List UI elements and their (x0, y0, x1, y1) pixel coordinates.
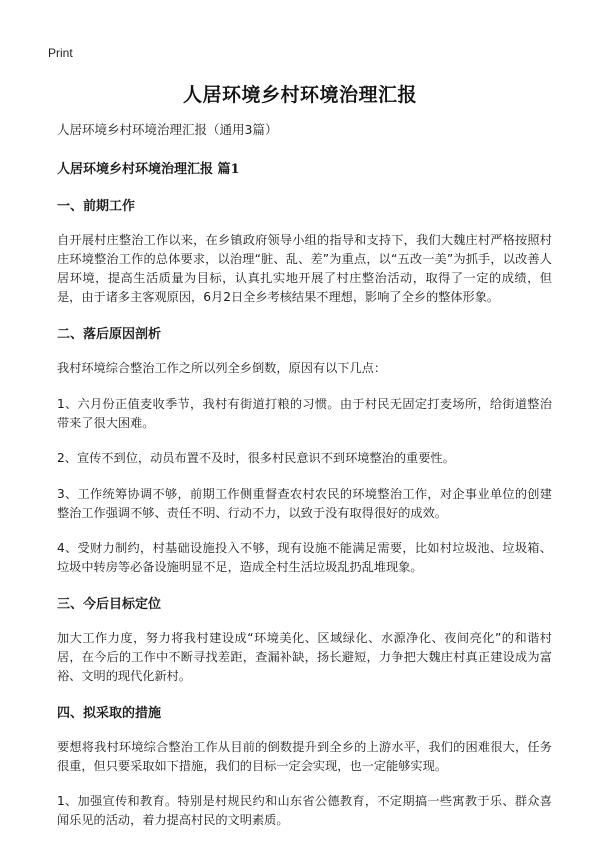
paragraph: 要想将我村环境综合整治工作从目前的倒数提升到全乡的上游水平，我们的困难很大，任务很重，但只要采取如下措施，我们的目标一定会实现，也一定能够实现。 (57, 740, 552, 773)
section-2 (57, 323, 552, 577)
subtitle: 人居环境乡村环境治理汇报（通用3篇） (57, 122, 278, 137)
section-heading: 一、前期工作 (57, 199, 136, 214)
paragraph: 加大工作力度，努力将我村建设成“环境美化、区域绿化、水源净化、夜间亮化”的和谐村居，在今后的工作中不断寻找差距，查漏补缺，扬长避短，力争把大魏庄村真正建设成为富裕、文明的现代化新村。 (57, 631, 552, 683)
article-title: 人居环境乡村环境治理汇报 篇1 (57, 162, 240, 177)
section-3 (57, 593, 552, 686)
paragraph: 1、加强宣传和教育。特别是村规民约和山东省公德教育，不定期搞一些寓教于乐、群众喜闻乐见的活动，着力提高村民的文明素质。 (57, 794, 552, 827)
paragraph: 我村环境综合整治工作之所以列全乡倒数，原因有以下几点： (57, 361, 387, 375)
paragraph: 4、受财力制约，村基础设施投入不够，现有设施不能满足需要，比如村垃圾池、垃圾箱、垃圾中转房等必备设施明显不足，造成全村生活垃圾乱扔乱堆现象。 (57, 541, 552, 574)
document-body (57, 121, 552, 846)
section-heading: 四、拟采取的措施 (57, 706, 162, 721)
section-1 (57, 195, 552, 307)
section-4 (57, 702, 552, 830)
print-link[interactable]: Print (48, 46, 73, 60)
section-heading: 二、落后原因剖析 (57, 327, 162, 342)
section-heading: 三、今后目标定位 (57, 597, 162, 612)
paragraph: 3、工作统筹协调不够，前期工作侧重督查农村农民的环境整治工作，对企事业单位的创建整治工作强调不够、责任不明、行动不力，以致于没有取得很好的成效。 (57, 487, 552, 520)
paragraph: 2、宣传不到位，动员布置不及时，很多村民意识不到环境整治的重要性。 (57, 451, 455, 465)
paragraph: 自开展村庄整治工作以来，在乡镇政府领导小组的指导和支持下，我们大魏庄村严格按照村庄环境整治工作的总体要求，以治理“脏、乱、差”为重点，以“五改一美”为抓手，以改善人居环境，提高生活质量为目标，认真扎实地开展了村庄整治活动，取得了一定的成绩，但是，由于诸多主客观原因，6月2日全乡考核结果不理想，影响了全乡的整体形象。 (57, 233, 552, 304)
paragraph: 1、六月份正值麦收季节，我村有街道打粮的习惯。由于村民无固定打麦场所，给街道整治带来了很大困难。 (57, 397, 552, 430)
page-title: 人居环境乡村环境治理汇报 (182, 84, 417, 106)
